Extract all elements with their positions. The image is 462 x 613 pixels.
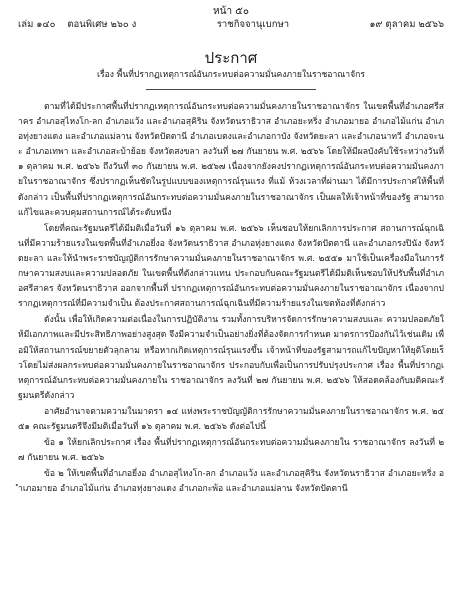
document-subject: เรื่อง พื้นที่ปรากฏเหตุการณ์อันกระทบต่อความมั่นคงภายในราชอาณาจักร: [97, 70, 365, 80]
title-divider: [146, 89, 316, 90]
volume-label: เล่ม ๑๔๐: [18, 19, 56, 30]
document-title: ประกาศ: [204, 49, 258, 67]
body-paragraph-1: ตามที่ได้มีประกาศพื้นที่ปรากฏเหตุการณ์อันกระทบต่อความมั่นคงภายในราชอาณาจักร ในเขตพื้นที่อำเภอศรีสาคร อำเภอสุไหงโก-ลก อำเภอแว้ง และอำเภอสุคิริน จังหวัดนราธิวาส อำเภอยะหริ่ง อำเภอมายอ อำเภอไม้แก่น อำเภอทุ่งยางแดง และอำเภอแม่ลาน จังหวัดปัตตานี อำเภอเบตงและอำเภอกาบัง จังหวัดยะลา และอำเภอนาทวี อำเภอจะนะ อำเภอเทพา และอำเภอสะบ้าย้อย จังหวัดสงขลา ลงวันที่ ๒๗ กันยายน พ.ศ. ๒๕๖๖ โดยให้มีผลบังคับใช้ระหว่างวันที่ ๑ ตุลาคม พ.ศ. ๒๕๖๖ ถึงวันที่ ๓๐ กันยายน พ.ศ. ๒๕๖๗ เนื่องจากยังคงปรากฏเหตุการณ์อันกระทบต่อความมั่นคงภายในราชอาณาจักร ซึ่งปรากฏเห็นชัดในรูปแบบของเหตุการณ์รุนแรง ที่แม้ ห้วงเวลาที่ผ่านมา ได้มีการประกาศให้พื้นที่ดังกล่าว เป็นพื้นที่ปรากฏเหตุการณ์อันกระทบต่อความมั่นคงภายในราชอาณาจักร เป็นผลให้เจ้าหน้าที่ของรัฐ สามารถแก้ไขและควบคุมสถานการณ์ได้ระดับหนึ่ง: [18, 102, 444, 218]
body-paragraph-2: โดยที่คณะรัฐมนตรีได้มีมติเมื่อวันที่ ๑๖ ตุลาคม พ.ศ. ๒๕๖๖ เห็นชอบให้ยกเลิกการประกาศ สถานการณ์ฉุกเฉินที่มีความร้ายแรงในเขตพื้นที่อำเภอยี่งอ จังหวัดนราธิวาส อำเภอทุ่งยางแดง จังหวัดปัตตานี และอำเภอกรงปินัง จังหวัดยะลา และให้นำพระราชบัญญัติการรักษาความมั่นคงภายในราชอาณาจักร พ.ศ. ๒๕๕๑ มาใช้เป็นเครื่องมือในการรักษาความสงบและความปลอดภัย ในเขตพื้นที่ดังกล่าวแทน ประกอบกับคณะรัฐมนตรีได้มีมติเห็นชอบให้ปรับพื้นที่อำเภอศรีสาคร จังหวัดนราธิวาส ออกจากพื้นที่ ปรากฏเหตุการณ์อันกระทบต่อความมั่นคงภายในราชอาณาจักร เนื่องจากปรากฏเหตุการณ์ที่มีความจำเป็น ต้องประกาศสถานการณ์ฉุกเฉินที่มีความร้ายแรงในเขตท้องที่ดังกล่าว: [18, 223, 444, 310]
body-paragraph-4: อาศัยอำนาจตามความในมาตรา ๑๔ แห่งพระราชบัญญัติการรักษาความมั่นคงภายในราชอาณาจักร พ.ศ. ๒๕๕๑ คณะรัฐมนตรีจึงมีมติเมื่อวันที่ ๑๖ ตุลาคม พ.ศ. ๒๕๖๖ ดังต่อไปนี้: [18, 406, 444, 432]
publication-name: ราชกิจจานุเบกษา: [216, 19, 290, 30]
clause-1: ข้อ ๑ ให้ยกเลิกประกาศ เรื่อง พื้นที่ปรากฏเหตุการณ์อันกระทบต่อความมั่นคงภายใน ราชอาณาจักร ลงวันที่ ๒๗ กันยายน พ.ศ. ๒๕๖๖: [18, 438, 444, 464]
publication-date: ๑๙ ตุลาคม ๒๕๖๖: [369, 19, 445, 30]
gazette-header: [18, 19, 444, 31]
clause-2: ข้อ ๒ ให้เขตพื้นที่อำเภอยี่งอ อำเภอสุไหงโก-ลก อำเภอแว้ง และอำเภอสุคิริน จังหวัดนราธิวาส อำเภอยะหริ่ง อำเภอมายอ อำเภอไม้แก่น อำเภอทุ่งยางแดง อำเภอกะพ้อ และอำเภอแม่ลาน จังหวัดปัตตานี: [18, 469, 444, 495]
section-label: ตอนพิเศษ ๒๖๐ ง: [67, 19, 137, 30]
page-number: หน้า ๕๐: [213, 6, 249, 17]
body-paragraph-3: ดังนั้น เพื่อให้เกิดความต่อเนื่องในการปฏิบัติงาน รวมทั้งการบริหารจัดการรักษาความสงบและ ความปลอดภัยให้มีเอกภาพและมีประสิทธิภาพอย่างสูงสุด จึงมีความจำเป็นอย่างยิ่งที่ต้องจัดการกำหนด มาตรการป้องกันไว้เช่นเดิม เพื่อมิให้สถานการณ์ขยายตัวลุกลาม หรือหากเกิดเหตุการณ์รุนแรงขึ้น เจ้าหน้าที่ของรัฐสามารถแก้ไขปัญหาให้ยุติโดยเร็วโดยไม่ส่งผลกระทบต่อความมั่นคงภายในราชอาณาจักร ประกอบกับเพื่อเป็นการปรับปรุงประกาศ เรื่อง พื้นที่ปรากฏเหตุการณ์อันกระทบต่อความมั่นคงภายใน ราชอาณาจักร ลงวันที่ ๒๗ กันยายน พ.ศ. ๒๕๖๖ ให้สอดคล้องกับมติคณะรัฐมนตรีดังกล่าว: [18, 315, 444, 401]
